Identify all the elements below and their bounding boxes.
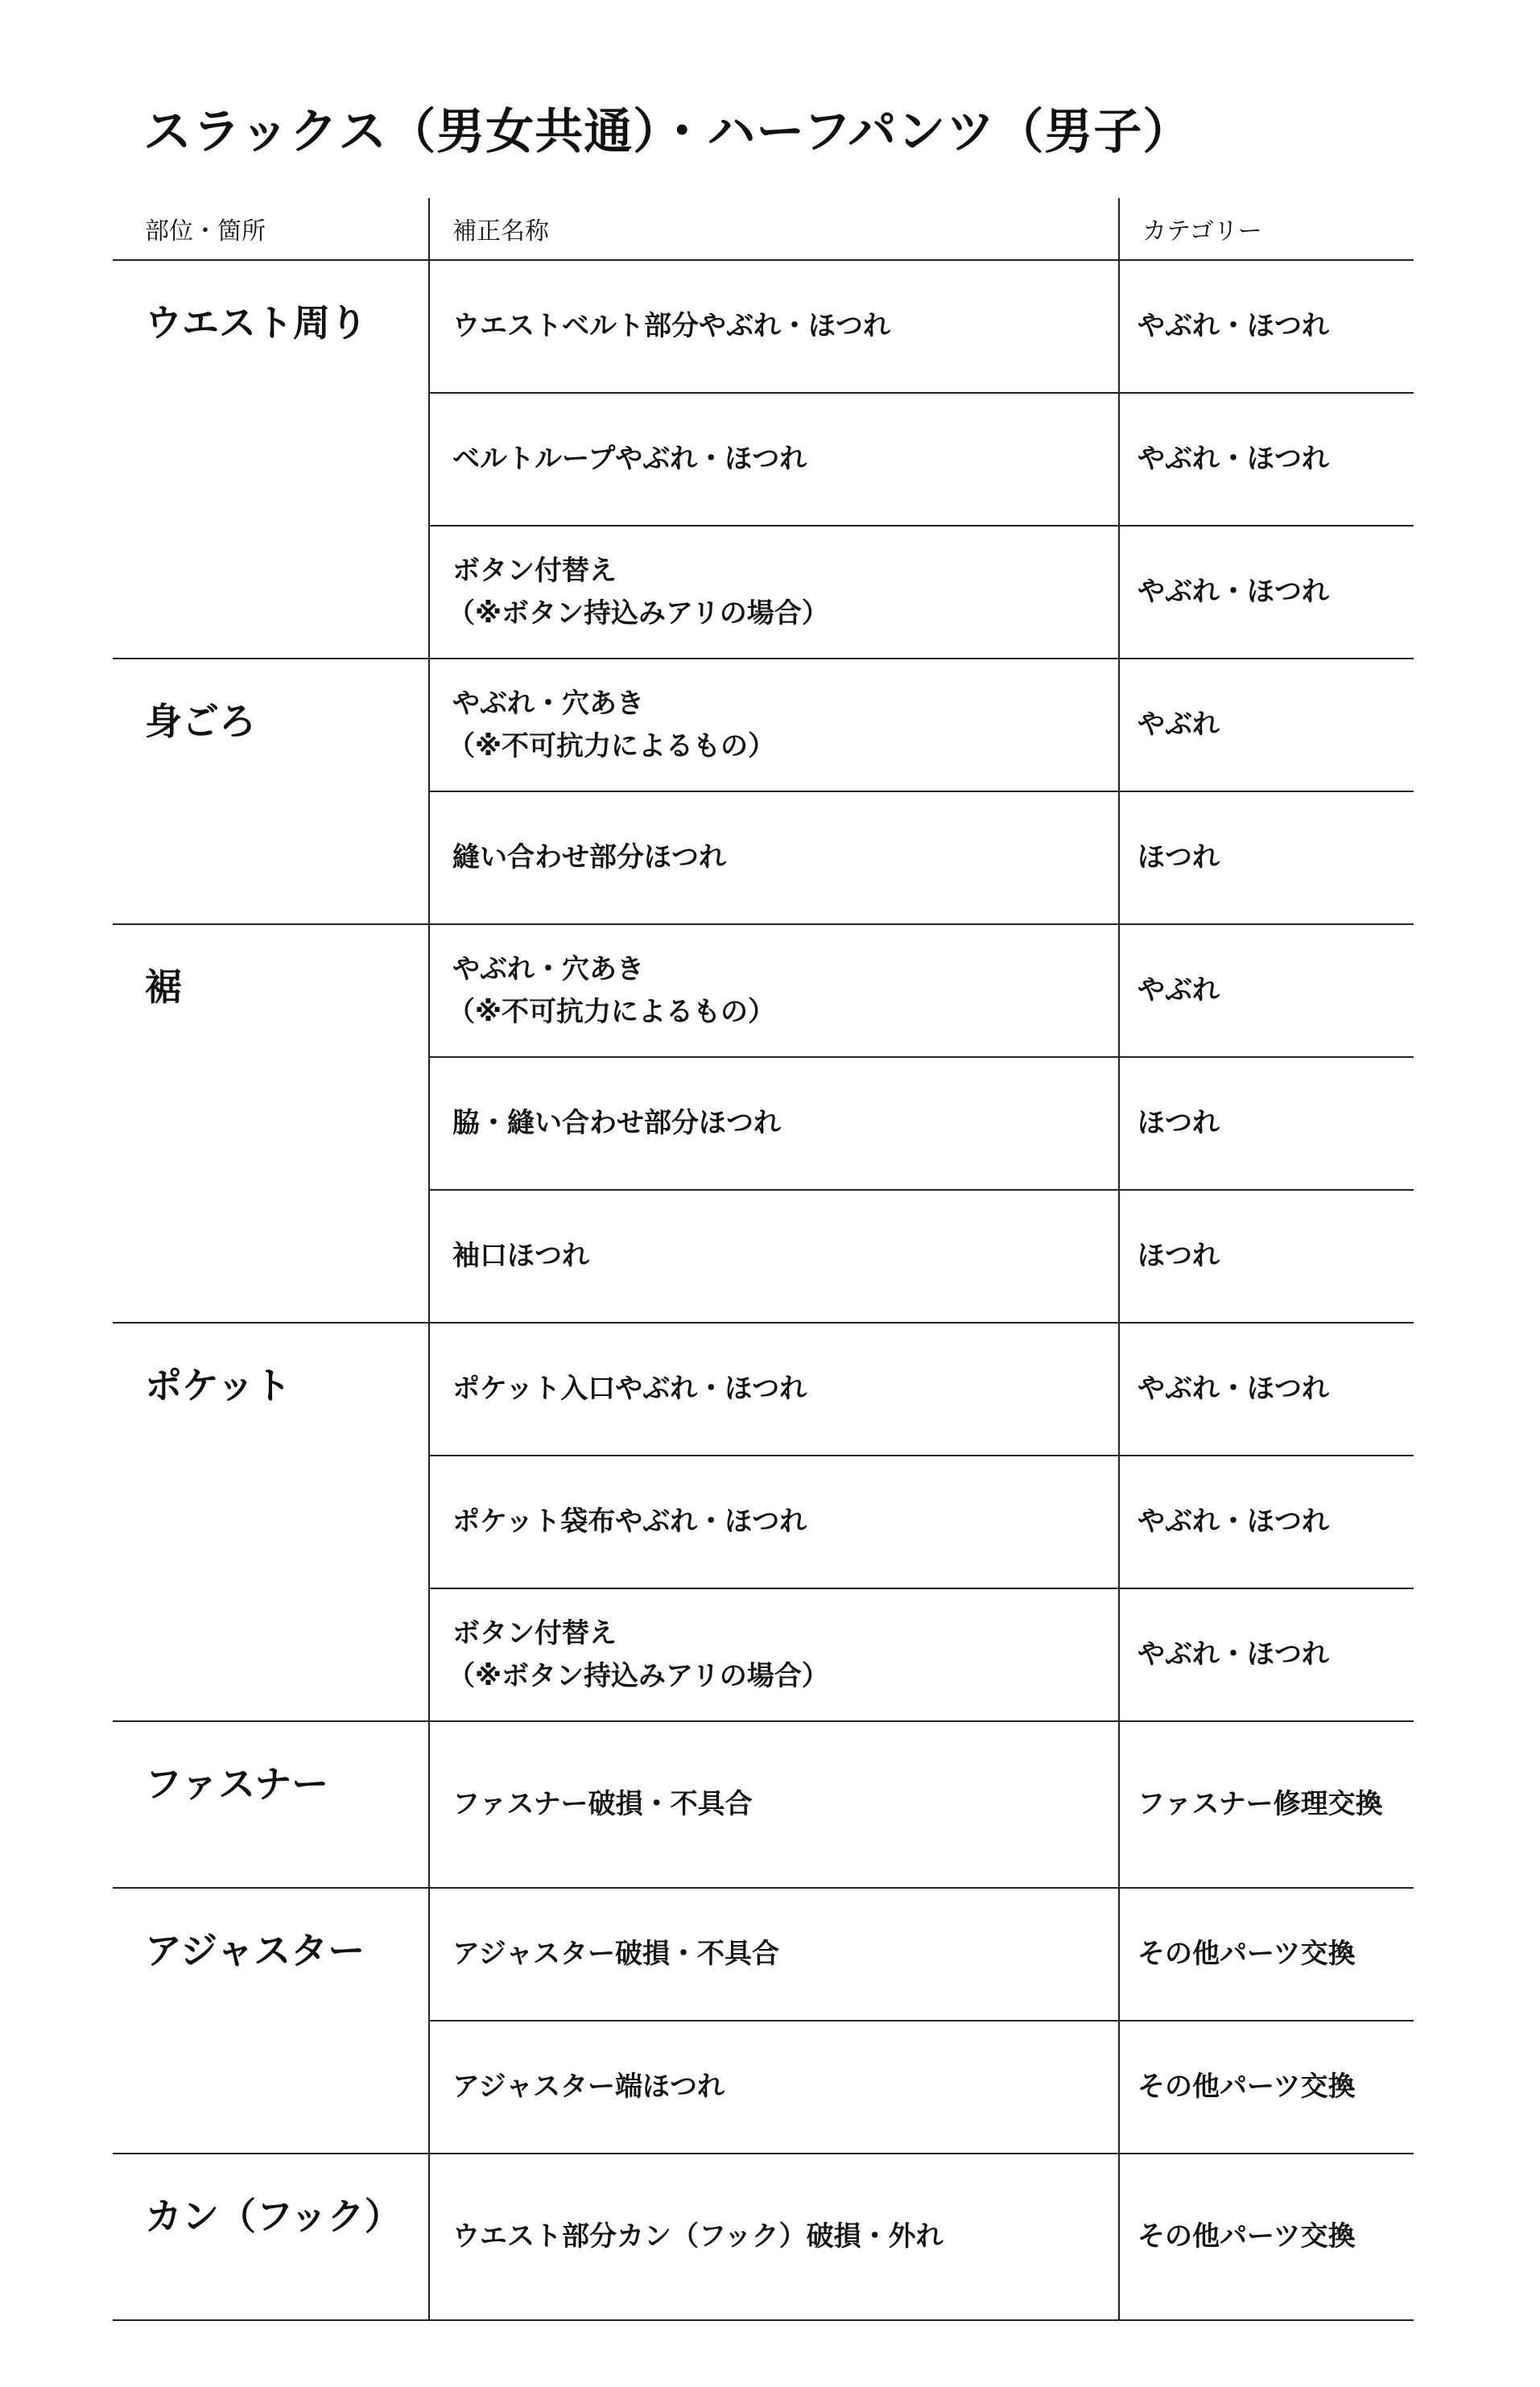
category-cell: ほつれ [1119,1057,1414,1190]
page-title: スラックス（男女共通）・ハーフパンツ（男子） [143,104,1192,160]
part-cell: ポケット [113,1323,429,1721]
repair-name-text: アジャスター端ほつれ [452,2071,725,2104]
category-cell: ファスナー修理交換 [1119,1721,1414,1888]
repair-name-cell [429,1190,1119,1323]
part-cell: カン（フック） [113,2154,429,2320]
repair-name-cell [429,1456,1119,1588]
repair-name-cell [429,526,1119,659]
repair-note-text: （※不可抗力によるもの） [448,729,776,762]
category-cell: やぶれ・ほつれ [1119,526,1414,659]
repair-note-text: （※不可抗力によるもの） [448,995,776,1028]
repair-name-cell [429,1323,1119,1456]
repair-name-text: やぶれ・穴あき [452,687,644,720]
repair-name-text: ウエストベルト部分やぶれ・ほつれ [452,310,890,343]
column-header-repair: 補正名称 [429,198,1119,260]
repair-name-cell [429,924,1119,1057]
repair-table-container [113,198,1414,2321]
table-row [113,1888,1414,2021]
repair-name-cell [429,260,1119,393]
repair-name-text: やぶれ・穴あき [452,952,644,985]
category-cell: その他パーツ交換 [1119,2154,1414,2320]
part-cell: 裾 [113,924,429,1323]
table-row [113,260,1414,393]
column-header-part: 部位・箇所 [113,198,429,260]
part-cell: ファスナー [113,1721,429,1888]
part-cell: アジャスター [113,1888,429,2154]
repair-name-cell [429,1588,1119,1721]
table-row [113,1323,1414,1456]
repair-name-text: ウエスト部分カン（フック）破損・外れ [452,2220,943,2253]
column-header-category: カテゴリー [1119,198,1414,260]
category-cell: その他パーツ交換 [1119,1888,1414,2021]
category-cell: やぶれ [1119,659,1414,791]
repair-name-cell [429,791,1119,924]
repair-name-cell [429,1057,1119,1190]
table-row [113,924,1414,1057]
category-cell: その他パーツ交換 [1119,2021,1414,2154]
repair-name-text: アジャスター破損・不具合 [452,1938,779,1971]
category-cell: やぶれ・ほつれ [1119,393,1414,526]
repair-name-text: 袖口ほつれ [452,1240,589,1273]
table-row [113,2154,1414,2320]
part-cell: ウエスト周り [113,260,429,659]
category-cell: やぶれ・ほつれ [1119,1456,1414,1588]
repair-name-cell [429,659,1119,791]
repair-name-cell [429,2154,1119,2320]
table-row [113,659,1414,791]
repair-name-cell [429,1721,1119,1888]
repair-note-text: （※ボタン持込みアリの場合） [448,1659,829,1692]
category-cell: やぶれ・ほつれ [1119,260,1414,393]
category-cell: ほつれ [1119,791,1414,924]
repair-name-text: 縫い合わせ部分ほつれ [452,841,726,874]
repair-note-text: （※ボタン持込みアリの場合） [448,597,829,630]
category-cell: やぶれ [1119,924,1414,1057]
category-cell: ほつれ [1119,1190,1414,1323]
part-cell: 身ごろ [113,659,429,924]
repair-name-text: ポケット入口やぶれ・ほつれ [452,1373,807,1406]
repair-name-text: ファスナー破損・不具合 [452,1788,753,1821]
table-body [113,260,1414,2320]
repair-name-text: ポケット袋布やぶれ・ほつれ [452,1505,807,1538]
repair-table [113,198,1414,2321]
repair-name-text: ベルトループやぶれ・ほつれ [452,443,807,476]
repair-name-cell [429,1888,1119,2021]
repair-name-cell [429,2021,1119,2154]
repair-name-cell [429,393,1119,526]
table-row [113,1721,1414,1888]
category-cell: やぶれ・ほつれ [1119,1588,1414,1721]
category-cell: やぶれ・ほつれ [1119,1323,1414,1456]
repair-name-text: 脇・縫い合わせ部分ほつれ [452,1107,781,1140]
repair-name-text: ボタン付替え [452,554,617,587]
repair-name-text: ボタン付替え [452,1617,617,1650]
table-header-row [113,198,1414,260]
